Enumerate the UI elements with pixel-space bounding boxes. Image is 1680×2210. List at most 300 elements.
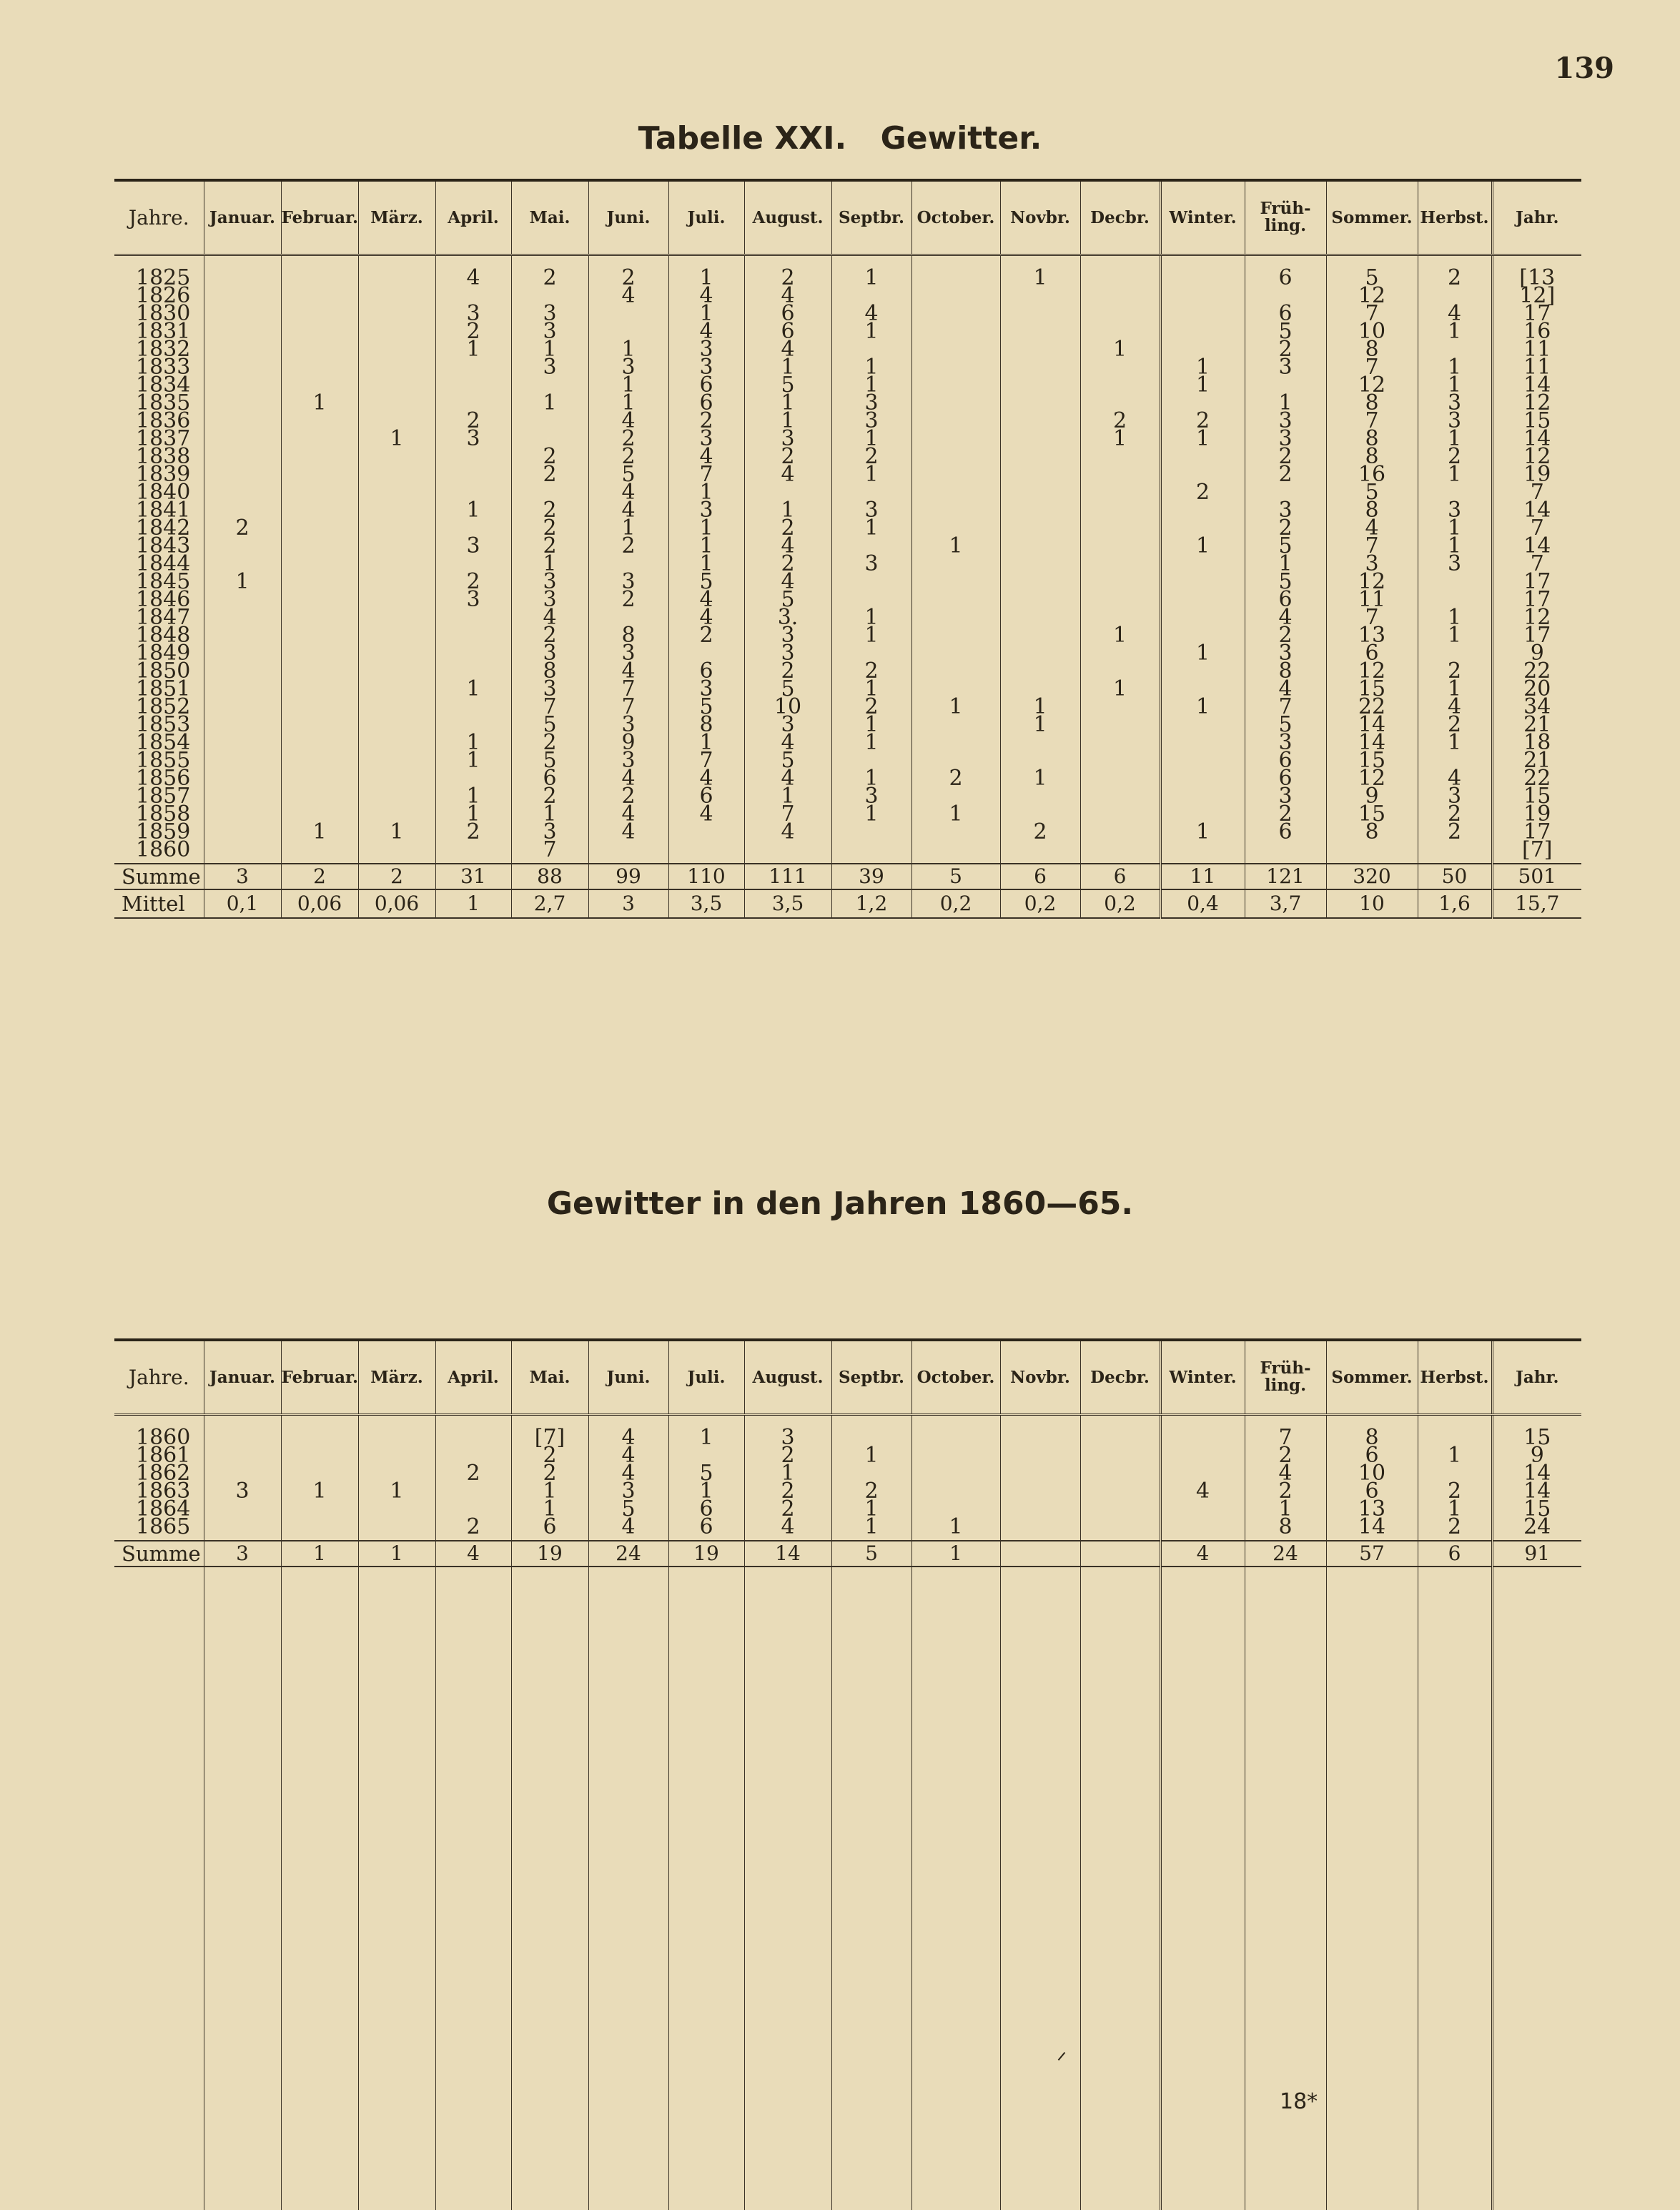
table-cell: 4	[466, 265, 480, 290]
table-cell: 4	[864, 300, 879, 326]
table-cell: 1	[435, 889, 511, 918]
table-cell: 16	[1358, 461, 1386, 487]
table-cell: 17	[1523, 622, 1551, 648]
table-cell: 1	[1195, 819, 1210, 844]
table-cell: 1	[1447, 1442, 1462, 1468]
col-header-jul: Juli.	[668, 1340, 744, 1414]
table-cell: 7	[543, 694, 557, 719]
table-cell: 4	[1447, 765, 1462, 791]
table-cell: 14	[1523, 1478, 1551, 1504]
table-cell: 15	[1358, 747, 1386, 773]
col-header-year: Jahr.	[1492, 180, 1581, 255]
table-cell: 1	[699, 551, 713, 576]
table-cell: 1833	[136, 354, 191, 380]
table-cell: 3	[781, 622, 795, 648]
header-row-2	[114, 1340, 1581, 1414]
feb-column	[281, 1414, 358, 1541]
table-cell: 1841	[136, 497, 191, 523]
table-cell: 3	[1447, 497, 1462, 523]
table-cell: 1847	[136, 604, 191, 630]
col-header-aug: August.	[744, 1340, 831, 1414]
table-cell: 3	[781, 425, 795, 451]
table-cell: 6	[1278, 586, 1293, 612]
table-cell: 2	[781, 1442, 795, 1468]
table-cell: 4	[699, 443, 713, 469]
table-cell: 3	[621, 640, 636, 666]
table-cell: 4	[781, 819, 795, 844]
table-cell: 6	[1365, 1442, 1379, 1468]
table-cell: 2	[781, 443, 795, 469]
table-cell: 3	[1278, 783, 1293, 809]
table-cell	[1162, 841, 1245, 859]
apr-column	[435, 255, 511, 864]
table-cell: 1	[699, 1424, 713, 1450]
table-cell: 1	[390, 425, 404, 451]
table-cell: 7	[699, 461, 713, 487]
table-cell: 4	[1160, 1541, 1245, 1567]
table-cell: 4	[1447, 300, 1462, 326]
table-cell: 1	[864, 801, 879, 827]
data-block-2	[114, 1414, 1581, 1541]
table-cell: 2	[621, 533, 636, 558]
table-cell: 2	[543, 443, 557, 469]
table-cell: 2	[621, 586, 636, 612]
table-cell: 1	[1112, 425, 1127, 451]
table-cell: 1	[281, 1541, 358, 1567]
table-cell: 6	[699, 372, 713, 398]
table-cell: 3	[781, 711, 795, 737]
table-cell: 4	[699, 604, 713, 630]
table-cell: 1	[864, 622, 879, 648]
table-cell: 4	[621, 479, 636, 505]
table-cell: 3	[1447, 783, 1462, 809]
table-cell: 2	[621, 443, 636, 469]
table-cell	[669, 841, 744, 859]
row-label: Summe	[114, 1541, 204, 1567]
table-cell: 110	[668, 864, 744, 889]
may-column	[511, 1414, 588, 1541]
table-cell: 1853	[136, 711, 191, 737]
table-cell: 3	[699, 354, 713, 380]
col-header-oct: October.	[911, 180, 1000, 255]
thunderstorm-table-1825-1860	[114, 179, 1581, 919]
table-cell: 1	[911, 1541, 1000, 1567]
table-cell: 2	[699, 622, 713, 648]
table-cell: 1837	[136, 425, 191, 451]
table-cell: 12	[1523, 443, 1551, 469]
table-cell: 5	[699, 1460, 713, 1486]
row-label: Summe	[114, 864, 204, 889]
table-cell: 2	[864, 694, 879, 719]
table-cell: 5	[699, 694, 713, 719]
table-cell: 8	[543, 658, 557, 684]
table-cell: 1	[466, 783, 480, 809]
table-cell: 3	[621, 354, 636, 380]
table-cell: 12	[1358, 568, 1386, 594]
sep-column	[831, 1414, 911, 1541]
table-cell: 12	[1358, 765, 1386, 791]
table-cell: 1	[543, 1496, 557, 1521]
table-cell: 2	[543, 461, 557, 487]
table-cell: 7	[1365, 533, 1379, 558]
table-cell: 8	[1278, 658, 1293, 684]
spring-column	[1245, 1414, 1326, 1541]
table-cell: 1	[1112, 622, 1127, 648]
table-cell: 3	[699, 336, 713, 362]
table-cell: 0,2	[911, 889, 1000, 918]
winter-column	[1160, 1414, 1245, 1541]
table-cell: 6	[543, 765, 557, 791]
table-cell: 3	[235, 1478, 249, 1504]
table-cell: 1	[1447, 461, 1462, 487]
table-cell: 14	[1358, 1514, 1386, 1539]
table-cell: 1	[781, 408, 795, 433]
table-cell: 1	[1195, 640, 1210, 666]
table-title	[0, 120, 1680, 157]
table-cell: 11	[1523, 336, 1551, 362]
table-cell: 1	[864, 354, 879, 380]
table-cell: 15	[1523, 1496, 1551, 1521]
table-cell: 1	[864, 461, 879, 487]
table-cell: 22	[1358, 694, 1386, 719]
table-cell: 1	[864, 711, 879, 737]
table-cell: 3	[1278, 425, 1293, 451]
table-cell: 15,7	[1492, 889, 1581, 918]
table-cell: 1826	[136, 282, 191, 308]
table-cell	[282, 841, 358, 859]
table-cell: 1	[781, 783, 795, 809]
table-cell: 2	[543, 265, 557, 290]
col-header-may: Mai.	[511, 180, 588, 255]
table-cell: 121	[1245, 864, 1326, 889]
table-cell: 2	[781, 551, 795, 576]
table-cell	[204, 1518, 281, 1536]
table-cell: 1	[1278, 551, 1293, 576]
table-cell: 1	[864, 676, 879, 701]
table-cell: 3	[466, 425, 480, 451]
table-cell	[204, 841, 281, 859]
table-cell: 4	[543, 604, 557, 630]
table-cell: 1	[864, 425, 879, 451]
table-cell	[1081, 841, 1160, 859]
table-cell: 1	[1447, 1496, 1462, 1521]
table-cell: 19	[668, 1541, 744, 1567]
table-cell: 21	[1523, 711, 1551, 737]
table-cell: 22	[1523, 765, 1551, 791]
feb-column	[281, 255, 358, 864]
table-cell	[832, 841, 911, 859]
section-subtitle: Gewitter in den Jahren 1860—65.	[546, 1185, 1134, 1222]
table-cell: 1	[621, 372, 636, 398]
table-cell: 1861	[136, 1442, 191, 1468]
table-cell: 2	[1447, 1514, 1462, 1539]
table-cell: 2	[1447, 819, 1462, 844]
table-cell: 12	[1523, 390, 1551, 415]
table-cell: 18	[1523, 729, 1551, 755]
aug-column	[744, 1414, 831, 1541]
col-header-summer: Sommer.	[1326, 1340, 1418, 1414]
table-cell: 6	[1278, 300, 1293, 326]
table-cell: 1	[864, 318, 879, 344]
table-cell: 6	[699, 1496, 713, 1521]
table-cell: 34	[1523, 694, 1551, 719]
col-header-feb: Februar.	[281, 1340, 358, 1414]
col-header-jun: Juni.	[588, 180, 668, 255]
table-cell: 1855	[136, 747, 191, 773]
table-cell: 1	[1033, 765, 1047, 791]
table-cell: 3	[543, 586, 557, 612]
table-cell: 14	[1523, 497, 1551, 523]
aug-column	[744, 255, 831, 864]
table-cell	[282, 1518, 358, 1536]
winter-column	[1160, 255, 1245, 864]
col-header-winter: Winter.	[1160, 180, 1245, 255]
table-cell: 50	[1418, 864, 1492, 889]
col-header-years: Jahre.	[114, 180, 204, 255]
table-cell: [13	[1519, 265, 1556, 290]
table-cell: 501	[1492, 864, 1581, 889]
oct-column	[911, 255, 1000, 864]
table-cell: 2	[1278, 622, 1293, 648]
col-header-feb: Februar.	[281, 180, 358, 255]
table-cell: 24	[1523, 1514, 1551, 1539]
table-cell: 3	[781, 1424, 795, 1450]
table-cell: 3	[1447, 390, 1462, 415]
thunderstorm-table-1860-1865	[114, 1338, 1581, 2210]
table-cell: 2	[781, 265, 795, 290]
table-cell: 6	[1278, 265, 1293, 290]
table-cell: 3	[864, 783, 879, 809]
table-cell: 4	[621, 497, 636, 523]
table-cell: 2	[1447, 443, 1462, 469]
table-cell: 6	[699, 390, 713, 415]
table-cell: 4	[699, 586, 713, 612]
table-cell: [7]	[1522, 837, 1553, 862]
table-cell: 3	[699, 425, 713, 451]
table-cell: 3	[543, 568, 557, 594]
summer-column	[1326, 1414, 1418, 1541]
table-cell: 7	[1365, 354, 1379, 380]
table-cell: 57	[1326, 1541, 1418, 1567]
table-cell: 7	[1365, 300, 1379, 326]
table-cell: 1	[1195, 694, 1210, 719]
table-cell: 1	[466, 676, 480, 701]
table-cell: 1	[949, 694, 963, 719]
sum-row	[114, 864, 1581, 889]
table-cell: 8	[1365, 336, 1379, 362]
table-cell: 4	[781, 282, 795, 308]
table-cell: 91	[1492, 1541, 1581, 1567]
table-cell: 4	[1195, 1478, 1210, 1504]
table-cell: 99	[588, 864, 668, 889]
table-cell: 4	[621, 765, 636, 791]
table-cell: 4	[781, 461, 795, 487]
table-cell: 8	[1365, 497, 1379, 523]
table-cell: 1	[1195, 425, 1210, 451]
table-cell: 2	[1033, 819, 1047, 844]
table-cell: 2	[1447, 265, 1462, 290]
table-cell: 3	[1278, 408, 1293, 433]
table-cell: 5	[781, 747, 795, 773]
table-cell: 1863	[136, 1478, 191, 1504]
table-cell: 4	[621, 1424, 636, 1450]
table-cell: 1856	[136, 765, 191, 791]
table-cell: 5	[1278, 533, 1293, 558]
table-cell: 3	[1278, 497, 1293, 523]
table-cell: 4	[621, 282, 636, 308]
col-header-apr: April.	[435, 180, 511, 255]
table-cell: 15	[1523, 783, 1551, 809]
may-column	[511, 255, 588, 864]
table-cell: 1858	[136, 801, 191, 827]
row-label: Mittel	[114, 889, 204, 918]
table-cell: 1831	[136, 318, 191, 344]
table-cell: 1	[543, 801, 557, 827]
table-cell: 1	[466, 747, 480, 773]
table-cell: 2	[1278, 1442, 1293, 1468]
col-header-years: Jahre.	[114, 1340, 204, 1414]
table-cell: 1	[781, 354, 795, 380]
table-cell: 9	[621, 729, 636, 755]
table-cell: 3	[864, 390, 879, 415]
table-cell: 1	[1112, 676, 1127, 701]
table-cell: 2	[1278, 461, 1293, 487]
data-block	[114, 255, 1581, 864]
summer-column	[1326, 255, 1418, 864]
table-cell	[1000, 1541, 1080, 1567]
jun-column	[588, 1414, 668, 1541]
table-cell: 4	[781, 729, 795, 755]
dec-column	[1080, 1414, 1160, 1541]
table-cell: 7	[543, 837, 557, 862]
table-cell: 0,2	[1080, 889, 1160, 918]
table-cell: 6	[1278, 819, 1293, 844]
table-cell: 15	[1358, 676, 1386, 701]
table-cell: 4	[1278, 604, 1293, 630]
table-cell	[1162, 1518, 1245, 1536]
col-header-sep: Septbr.	[831, 1340, 911, 1414]
table-cell: 4	[621, 819, 636, 844]
table-cell: 1	[358, 1541, 435, 1567]
signature-mark: 18*	[1280, 2089, 1318, 2114]
autumn-column	[1418, 255, 1492, 864]
jun-column	[588, 255, 668, 864]
spring-column	[1245, 255, 1326, 864]
table-cell: 1	[1447, 676, 1462, 701]
mean-row	[114, 889, 1581, 918]
mar-column	[358, 255, 435, 864]
table-cell: 2	[949, 765, 963, 791]
mar-column	[358, 1414, 435, 1541]
table-cell: 3	[543, 819, 557, 844]
table-cell: 4	[621, 1514, 636, 1539]
table-cell: 3	[1365, 551, 1379, 576]
col-header-spring: Früh-ling.	[1245, 180, 1326, 255]
table-cell: 1	[949, 533, 963, 558]
table-cell: 2	[1278, 336, 1293, 362]
table-cell: 4	[621, 408, 636, 433]
table-cell: 1	[1195, 533, 1210, 558]
table-cell: 6	[543, 1514, 557, 1539]
table-cell: 4	[621, 801, 636, 827]
table-cell: 11	[1523, 354, 1551, 380]
table-cell: 1848	[136, 622, 191, 648]
table-cell: 7	[1365, 408, 1379, 433]
col-header-nov: Novbr.	[1000, 1340, 1080, 1414]
table-cell: 0,4	[1160, 889, 1245, 918]
table-cell: 3	[699, 497, 713, 523]
table-cell: 1	[1447, 622, 1462, 648]
table-cell	[745, 841, 831, 859]
table-cell: 3,7	[1245, 889, 1326, 918]
table-cell: 3	[621, 568, 636, 594]
table-cell: 1,6	[1418, 889, 1492, 918]
table-cell: 22	[1523, 658, 1551, 684]
table-cell: 1	[1033, 711, 1047, 737]
table-cell: 2	[543, 622, 557, 648]
table-cell: 4	[1278, 1460, 1293, 1486]
table-cell: 16	[1523, 318, 1551, 344]
table-cell: 2	[1447, 801, 1462, 827]
table-cell: 1	[781, 497, 795, 523]
table-cell: 3	[1278, 640, 1293, 666]
table-cell: 9	[1530, 1442, 1544, 1468]
col-header-aug: August.	[744, 180, 831, 255]
col-header-may: Mai.	[511, 1340, 588, 1414]
table-cell: 1	[1278, 390, 1293, 415]
table-cell: 3	[204, 1541, 281, 1567]
table-cell: 3.	[777, 604, 799, 630]
table-cell: 1	[312, 390, 327, 415]
table-cell	[1001, 841, 1080, 859]
table-cell: 4	[699, 801, 713, 827]
table-cell: 1	[390, 819, 404, 844]
table-cell: 8	[1365, 819, 1379, 844]
table-cell: 0,06	[358, 889, 435, 918]
years-column	[114, 255, 204, 864]
table-cell: 5	[699, 568, 713, 594]
table-cell: 1834	[136, 372, 191, 398]
table-cell: 4	[781, 533, 795, 558]
table-cell: 1	[1195, 372, 1210, 398]
table-cell: 15	[1523, 1424, 1551, 1450]
table-cell: 1	[1033, 265, 1047, 290]
table-cell: 1825	[136, 265, 191, 290]
table-cell: 1	[699, 265, 713, 290]
table-cell: 1	[864, 604, 879, 630]
table-cell: 2	[543, 515, 557, 541]
table-cell: 2	[543, 1460, 557, 1486]
table-cell: 12]	[1519, 282, 1556, 308]
table-cell: 14	[1358, 711, 1386, 737]
col-header-jan: Januar.	[204, 180, 281, 255]
table-cell: 8	[621, 622, 636, 648]
table-cell	[1080, 1541, 1160, 1567]
table-cell: 1	[864, 765, 879, 791]
table-cell: 0,06	[281, 889, 358, 918]
table-cell	[359, 1518, 435, 1536]
table-cell: 17	[1523, 300, 1551, 326]
table-cell: 3,5	[744, 889, 831, 918]
col-header-nov: Novbr.	[1000, 180, 1080, 255]
table-cell: 2	[235, 515, 249, 541]
table-cell: 2	[621, 783, 636, 809]
table-cell: 1	[699, 1478, 713, 1504]
table-cell: 1	[864, 729, 879, 755]
table-cell: 14	[1523, 372, 1551, 398]
table-cell: 7	[1530, 515, 1544, 541]
table-cell: 1	[864, 1496, 879, 1521]
